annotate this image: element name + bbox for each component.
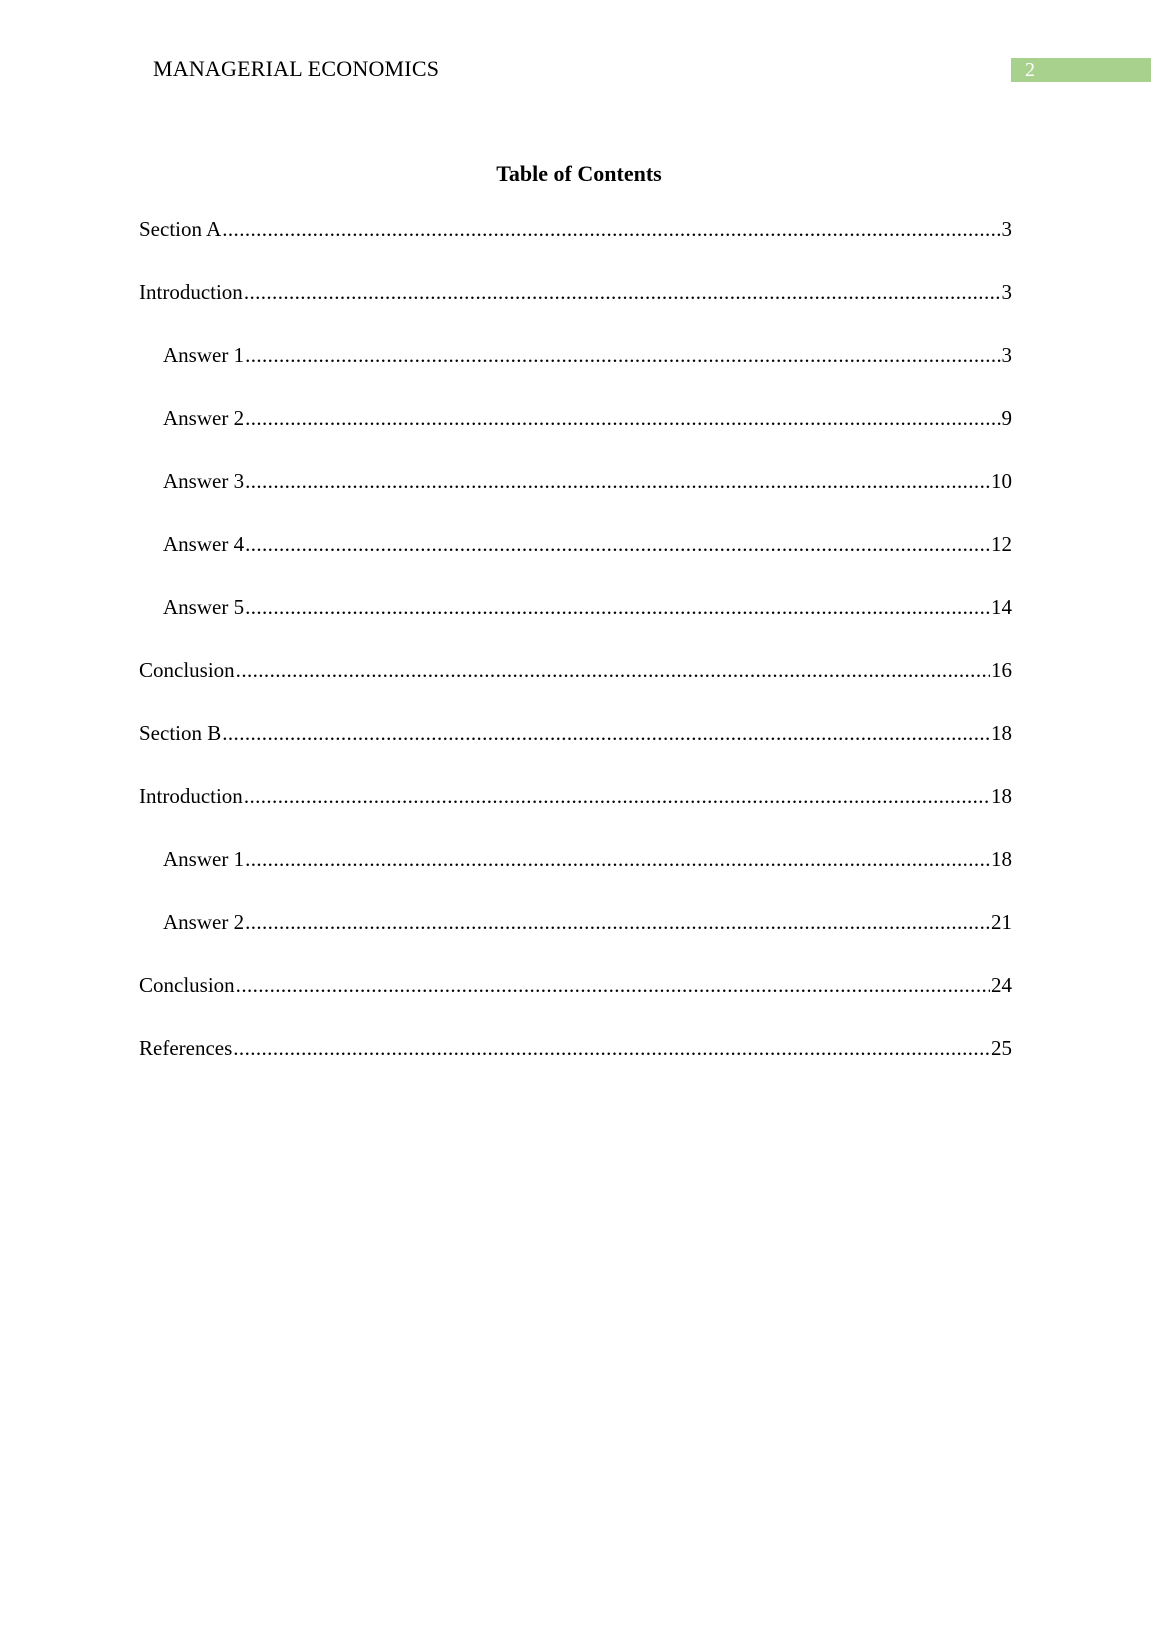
toc-entry-answer-4-a[interactable]: [139, 529, 1012, 592]
toc-entry-answer-1-b[interactable]: [139, 844, 1012, 907]
toc-entry-label: Conclusion: [139, 658, 235, 682]
toc-entry-label: Answer 5: [163, 595, 245, 619]
toc-entry-references[interactable]: [139, 1033, 1012, 1096]
toc-entry-answer-3-a[interactable]: [139, 466, 1012, 529]
toc-dot-leader: [222, 718, 990, 748]
toc-entry-page: 3: [1001, 343, 1012, 367]
toc-dot-leader: [245, 403, 1000, 433]
toc-entry-label: Section A: [139, 217, 222, 241]
toc-entry-label: Introduction: [139, 784, 243, 808]
toc-dot-leader: [244, 277, 1001, 307]
toc-dot-leader: [245, 844, 990, 874]
toc-entry-introduction-a[interactable]: [139, 277, 1012, 340]
toc-entry-answer-2-a[interactable]: [139, 403, 1012, 466]
toc-entry-label: Introduction: [139, 280, 243, 304]
toc-entry-label: Answer 2: [163, 910, 245, 934]
toc-entry-label: Answer 2: [163, 406, 245, 430]
toc-entry-page: 3: [1001, 280, 1012, 304]
toc-entry-label: Answer 1: [163, 847, 245, 871]
toc-entry-page: 18: [991, 784, 1012, 808]
table-of-contents: [139, 214, 1012, 1096]
running-header-title: MANAGERIAL ECONOMICS: [153, 56, 440, 81]
toc-dot-leader: [236, 655, 990, 685]
toc-entry-page: 24: [991, 973, 1012, 997]
toc-entry-label: Conclusion: [139, 973, 235, 997]
toc-dot-leader: [245, 340, 1000, 370]
toc-entry-answer-5-a[interactable]: [139, 592, 1012, 655]
toc-entry-page: 25: [991, 1036, 1012, 1060]
toc-dot-leader: [245, 907, 990, 937]
toc-entry-conclusion-b[interactable]: [139, 970, 1012, 1033]
toc-entry-label: Answer 4: [163, 532, 245, 556]
toc-entry-answer-1-a[interactable]: [139, 340, 1012, 403]
toc-entry-section-b[interactable]: [139, 718, 1012, 781]
toc-entry-introduction-b[interactable]: [139, 781, 1012, 844]
toc-dot-leader: [236, 970, 990, 1000]
toc-entry-label: Answer 1: [163, 343, 245, 367]
toc-entry-page: 10: [991, 469, 1012, 493]
toc-entry-label: Answer 3: [163, 469, 245, 493]
toc-entry-page: 18: [991, 847, 1012, 871]
toc-entry-answer-2-b[interactable]: [139, 907, 1012, 970]
toc-entry-conclusion-a[interactable]: [139, 655, 1012, 718]
toc-entry-label: References: [139, 1036, 233, 1060]
toc-heading: Table of Contents: [496, 161, 662, 186]
toc-dot-leader: [245, 592, 990, 622]
toc-entry-page: 18: [991, 721, 1012, 745]
toc-dot-leader: [233, 1033, 990, 1063]
toc-entry-page: 9: [1001, 406, 1012, 430]
toc-entry-page: 21: [991, 910, 1012, 934]
toc-entry-page: 12: [991, 532, 1012, 556]
toc-dot-leader: [245, 529, 990, 559]
toc-entry-label: Section B: [139, 721, 222, 745]
toc-dot-leader: [222, 214, 1000, 244]
toc-entry-page: 16: [991, 658, 1012, 682]
toc-entry-page: 14: [991, 595, 1012, 619]
toc-entry-section-a[interactable]: [139, 214, 1012, 277]
page-number: 2: [1011, 58, 1151, 82]
toc-dot-leader: [245, 466, 990, 496]
toc-dot-leader: [244, 781, 990, 811]
toc-entry-page: 3: [1001, 217, 1012, 241]
